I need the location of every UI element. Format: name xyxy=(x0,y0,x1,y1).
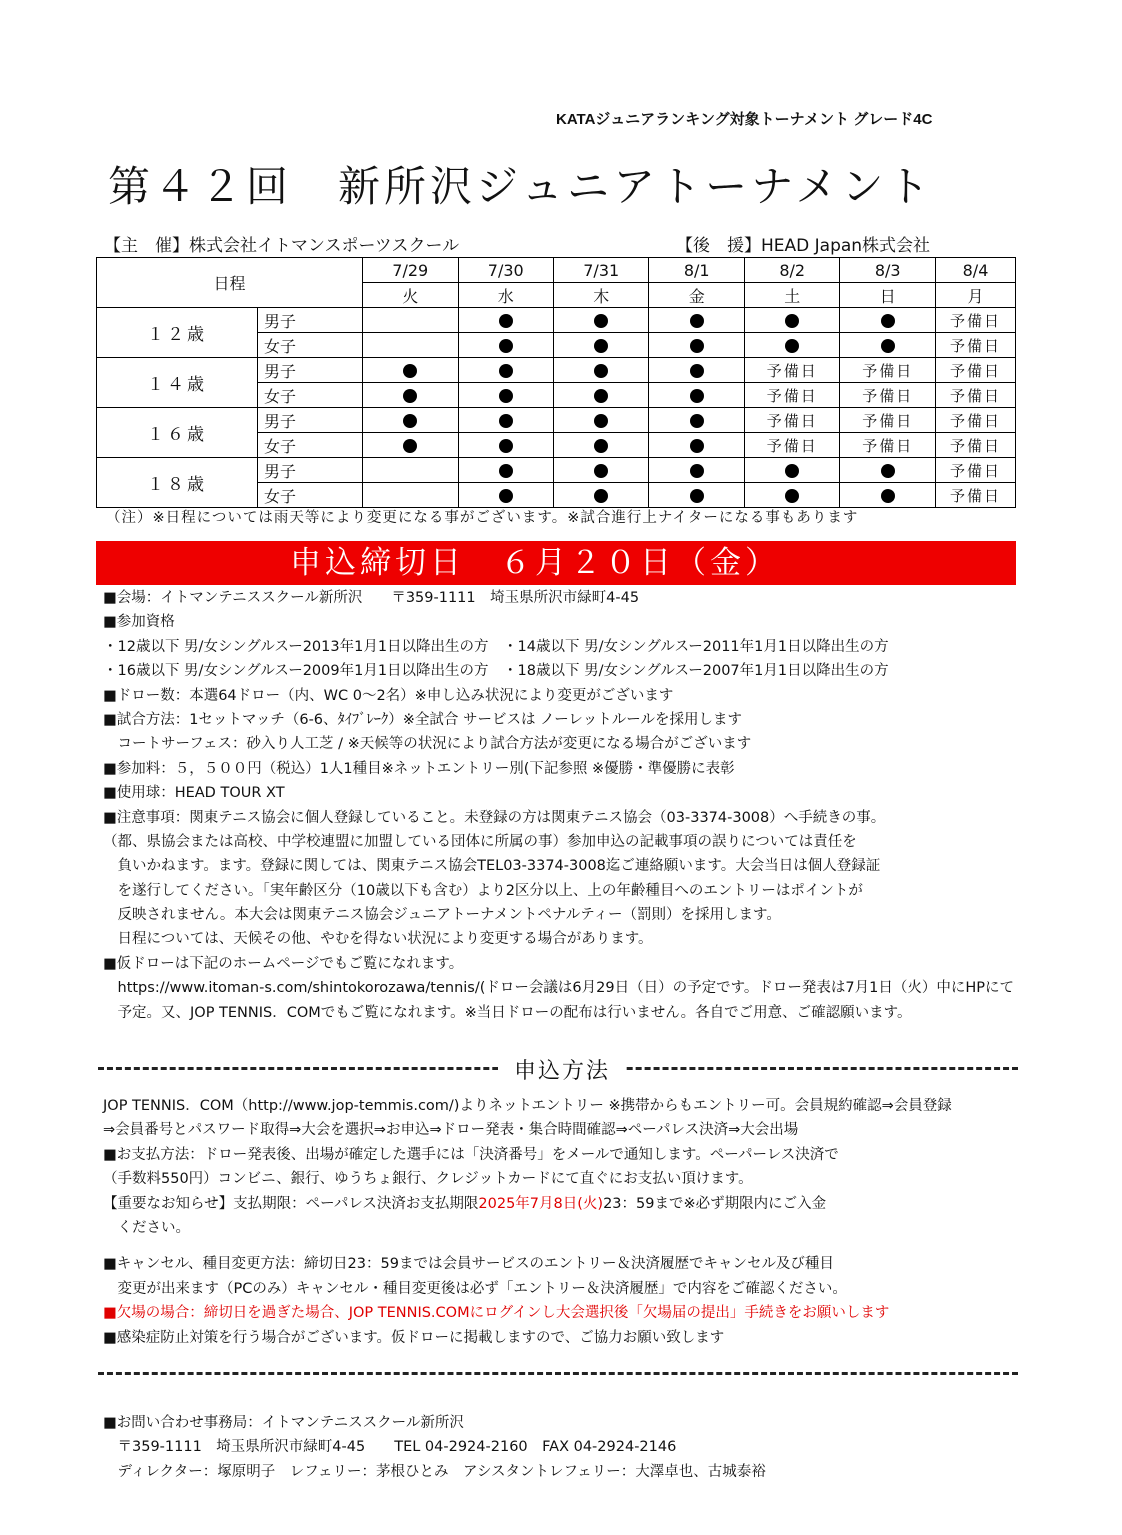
contact-address: 〒359-1111 埼玉県所沢市緑町4-45 TEL 04-2924-2160 FAX 04-2924-2146 xyxy=(103,1439,677,1456)
match-dot-icon xyxy=(403,414,417,428)
detail-line: ■ドロー数：本選64ドロー（内、WC 0～2名）※申し込み状況により変更がございます xyxy=(103,687,674,704)
match-dot-icon xyxy=(594,339,608,353)
match-dot-icon xyxy=(785,489,799,503)
absence-line: ■欠場の場合：締切日を過ぎた場合、JOP TENNIS.COMにログインし大会選択後「欠場届の提出」手続きをお願いします xyxy=(103,1305,890,1322)
schedule-body xyxy=(97,258,1016,508)
match-dot-icon xyxy=(403,364,417,378)
date-cell: 7/29 xyxy=(363,258,458,283)
grade-line: KATAジュニアランキング対象トーナメント グレード4C xyxy=(556,111,933,128)
schedule-date-row xyxy=(97,258,1016,283)
date-cell: 8/1 xyxy=(649,258,744,283)
match-day-cell xyxy=(840,483,936,508)
empty-cell xyxy=(363,308,458,333)
match-day-cell xyxy=(840,333,936,358)
match-day-cell xyxy=(840,458,936,483)
section-divider xyxy=(98,1372,1018,1375)
match-dot-icon xyxy=(690,339,704,353)
match-day-cell xyxy=(649,383,744,408)
reserve-day-cell: 予備日 xyxy=(744,358,839,383)
reserve-day-cell: 予備日 xyxy=(936,308,1016,333)
detail-line: コートサーフェス：砂入り人工芝 / ※天候等の状況により試合方法が変更になる場合がございます xyxy=(103,736,752,753)
age-group-cell: １８歳 xyxy=(97,458,258,508)
match-dot-icon xyxy=(690,364,704,378)
method-section xyxy=(103,1094,1028,1350)
detail-line: 予定。又、JOP TENNIS．COMでもご覧になれます。※当日ドローの配布は行いません。各自でご用意、ご確認願います。 xyxy=(103,1004,912,1021)
match-dot-icon xyxy=(594,439,608,453)
match-dot-icon xyxy=(499,414,513,428)
match-dot-icon xyxy=(690,389,704,403)
weekday-cell: 日 xyxy=(840,283,936,308)
spacer xyxy=(103,1240,1028,1252)
detail-line: を遂行してください。「実年齢区分（10歳以下も含む）より2区分以上、上の年齢種目へのエントリーはポイントが xyxy=(103,882,863,899)
important-prefix: 【重要なお知らせ】支払期限：ペーパレス決済お支払期限 xyxy=(103,1195,479,1212)
age-group-cell: １２歳 xyxy=(97,308,258,358)
schedule-row xyxy=(97,458,1016,483)
reserve-day-cell: 予備日 xyxy=(936,458,1016,483)
cancel-line: 変更が出来ます（PCのみ）キャンセル・種目変更後は必ず「エントリー＆決済履歴」で内容をご確認ください。 xyxy=(103,1280,847,1297)
weekday-cell: 火 xyxy=(363,283,458,308)
reserve-day-cell: 予備日 xyxy=(936,358,1016,383)
match-dot-icon xyxy=(594,464,608,478)
date-cell: 8/3 xyxy=(840,258,936,283)
match-day-cell xyxy=(553,408,648,433)
match-dot-icon xyxy=(594,489,608,503)
match-day-cell xyxy=(649,458,744,483)
method-line: JOP TENNIS．COM（http://www.jop-temmis.com/)よりネットエントリー ※携帯からもエントリー可。会員規約確認⇒会員登録 xyxy=(103,1098,952,1114)
schedule-row xyxy=(97,408,1016,433)
important-notice xyxy=(103,1192,1028,1216)
match-day-cell xyxy=(649,333,744,358)
match-day-cell xyxy=(744,308,839,333)
gender-cell: 女子 xyxy=(258,333,363,358)
detail-line: ・16歳以下 男/女シングルスー2009年1月1日以降出生の方 ・18歳以下 男/女シングルスー2007年1月1日以降出生の方 xyxy=(103,663,889,680)
match-day-cell xyxy=(744,483,839,508)
gender-cell: 女子 xyxy=(258,483,363,508)
method-line: ■お支払方法：ドロー発表後、出場が確定した選手には「決済番号」をメールで通知します。ペーパーレス決済で xyxy=(103,1146,839,1163)
method-line: （手数料550円）コンビニ、銀行、ゆうちょ銀行、クレジットカードにて直ぐにお支払い頂けます。 xyxy=(103,1171,753,1188)
gender-cell: 男子 xyxy=(258,308,363,333)
match-day-cell xyxy=(363,433,458,458)
match-day-cell xyxy=(553,483,648,508)
detail-line: ■使用球：HEAD TOUR XT xyxy=(103,785,285,802)
match-dot-icon xyxy=(690,464,704,478)
match-dot-icon xyxy=(499,464,513,478)
schedule-row xyxy=(97,358,1016,383)
empty-cell xyxy=(363,333,458,358)
weekday-cell: 土 xyxy=(744,283,839,308)
reserve-day-cell: 予備日 xyxy=(936,483,1016,508)
weekday-cell: 月 xyxy=(936,283,1016,308)
support-text: 【後 援】HEAD Japan株式会社 xyxy=(676,236,931,256)
match-day-cell xyxy=(458,408,553,433)
match-dot-icon xyxy=(499,364,513,378)
match-dot-icon xyxy=(499,389,513,403)
match-dot-icon xyxy=(594,364,608,378)
important-notice-cont: ください。 xyxy=(103,1219,190,1236)
match-day-cell xyxy=(744,458,839,483)
important-suffix: 23：59まで※必ず期限内にご入金 xyxy=(603,1195,827,1212)
reserve-day-cell: 予備日 xyxy=(744,433,839,458)
deadline-banner: 申込締切日 ６月２０日（金） xyxy=(96,541,1016,585)
gender-cell: 女子 xyxy=(258,383,363,408)
date-cell: 7/31 xyxy=(553,258,648,283)
age-group-cell: １４歳 xyxy=(97,358,258,408)
detail-line: https://www.itoman-s.com/shintokorozawa/tennis/(ドロー会議は6月29日（日）の予定です。ドロー発表は7月1日（火）中にHPにて xyxy=(103,980,1014,997)
detail-line: ・12歳以下 男/女シングルスー2013年1月1日以降出生の方 ・14歳以下 男/女シングルスー2011年1月1日以降出生の方 xyxy=(103,638,889,655)
age-group-cell: １６歳 xyxy=(97,408,258,458)
gender-cell: 男子 xyxy=(258,408,363,433)
date-cell: 8/2 xyxy=(744,258,839,283)
match-day-cell xyxy=(458,433,553,458)
method-heading: 申込方法 xyxy=(498,1054,626,1085)
date-cell: 7/30 xyxy=(458,258,553,283)
infection-line: ■感染症防止対策を行う場合がございます。仮ドローに掲載しますので、ご協力お願い致します xyxy=(103,1329,725,1346)
method-line: ⇒会員番号とパスワード取得⇒大会を選択⇒お申込⇒ドロー発表・集合時間確認⇒ペーパレス決済⇒大会出場 xyxy=(103,1122,799,1139)
match-day-cell xyxy=(458,358,553,383)
detail-line: 負いかねます。ます。登録に関しては、関東テニス協会TEL03-3374-3008迄ご連絡願います。大会当日は個人登録証 xyxy=(103,858,881,875)
match-day-cell xyxy=(363,408,458,433)
match-dot-icon xyxy=(785,314,799,328)
match-day-cell xyxy=(649,408,744,433)
reserve-day-cell: 予備日 xyxy=(840,358,936,383)
reserve-day-cell: 予備日 xyxy=(936,433,1016,458)
detail-line: ■注意事項：関東テニス協会に個人登録していること。未登録の方は関東テニス協会（03-3374-3008）へ手続きの事。 xyxy=(103,809,886,826)
match-dot-icon xyxy=(403,389,417,403)
match-dot-icon xyxy=(594,314,608,328)
schedule-row xyxy=(97,308,1016,333)
match-day-cell xyxy=(649,358,744,383)
weekday-cell: 木 xyxy=(553,283,648,308)
match-day-cell xyxy=(649,308,744,333)
detail-line: ■試合方法：1セットマッチ（6-6、ﾀｲﾌﾞﾚｰｸ）※全試合 サービスは ノーレットルールを採用します xyxy=(103,711,742,728)
match-day-cell xyxy=(553,458,648,483)
match-dot-icon xyxy=(785,464,799,478)
match-day-cell xyxy=(458,333,553,358)
payment-deadline-date: 2025年7月8日(火) xyxy=(478,1195,604,1212)
gender-cell: 男子 xyxy=(258,358,363,383)
match-dot-icon xyxy=(690,314,704,328)
gender-cell: 女子 xyxy=(258,433,363,458)
match-dot-icon xyxy=(690,439,704,453)
match-day-cell xyxy=(458,383,553,408)
match-day-cell xyxy=(553,433,648,458)
reserve-day-cell: 予備日 xyxy=(936,408,1016,433)
match-day-cell xyxy=(744,333,839,358)
match-day-cell xyxy=(553,308,648,333)
reserve-day-cell: 予備日 xyxy=(840,408,936,433)
match-day-cell xyxy=(553,358,648,383)
match-dot-icon xyxy=(499,439,513,453)
weekday-cell: 金 xyxy=(649,283,744,308)
organizers xyxy=(104,231,984,255)
host-text: 【主 催】株式会社イトマンスポーツスクール xyxy=(104,236,460,256)
match-dot-icon xyxy=(690,414,704,428)
detail-line: ■仮ドローは下記のホームページでもご覧になれます。 xyxy=(103,955,464,972)
match-day-cell xyxy=(840,308,936,333)
match-day-cell xyxy=(458,458,553,483)
gender-cell: 男子 xyxy=(258,458,363,483)
reserve-day-cell: 予備日 xyxy=(936,383,1016,408)
match-day-cell xyxy=(363,383,458,408)
match-day-cell xyxy=(553,383,648,408)
match-day-cell xyxy=(553,333,648,358)
match-dot-icon xyxy=(499,489,513,503)
detail-line: ■参加資格 xyxy=(103,614,175,631)
detail-line: （都、県協会または高校、中学校連盟に加盟している団体に所属の事）参加申込の記載事項の誤りについては責任を xyxy=(103,833,857,850)
detail-line: ■参加料：５，５００円（税込）1人1種目※ネットエントリー別(下記参照 ※優勝・準優勝に表彰 xyxy=(103,760,735,777)
empty-cell xyxy=(363,458,458,483)
match-dot-icon xyxy=(594,389,608,403)
reserve-day-cell: 予備日 xyxy=(744,408,839,433)
match-dot-icon xyxy=(881,464,895,478)
date-cell: 8/4 xyxy=(936,258,1016,283)
match-dot-icon xyxy=(499,314,513,328)
contact-office: ■お問い合わせ事務局：イトマンテニススクール新所沢 xyxy=(103,1415,464,1431)
weekday-cell: 水 xyxy=(458,283,553,308)
match-dot-icon xyxy=(499,339,513,353)
schedule-note: （注）※日程については雨天等により変更になる事がございます。※試合進行上ナイターになる事もあります xyxy=(106,510,859,526)
match-dot-icon xyxy=(881,489,895,503)
reserve-day-cell: 予備日 xyxy=(936,333,1016,358)
contact-section xyxy=(103,1411,1028,1484)
match-dot-icon xyxy=(785,339,799,353)
details-section xyxy=(103,586,1028,1025)
detail-line: 反映されません。本大会は関東テニス協会ジュニアトーナメントペナルティー（罰則）を採用します。 xyxy=(103,907,781,924)
match-dot-icon xyxy=(690,489,704,503)
empty-cell xyxy=(363,483,458,508)
detail-line: ■会場：イトマンテニススクール新所沢 〒359-1111 埼玉県所沢市緑町4-45 xyxy=(103,590,640,606)
contact-staff: ディレクター：塚原明子 レフェリー：茅根ひとみ アシスタントレフェリー：大澤卓也、古城泰裕 xyxy=(103,1463,766,1480)
schedule-label: 日程 xyxy=(97,258,363,308)
schedule-table xyxy=(96,257,1016,508)
match-day-cell xyxy=(458,308,553,333)
match-day-cell xyxy=(649,483,744,508)
match-dot-icon xyxy=(881,339,895,353)
page-title: 第４２回 新所沢ジュニアトーナメント xyxy=(108,162,934,211)
match-dot-icon xyxy=(403,439,417,453)
reserve-day-cell: 予備日 xyxy=(840,383,936,408)
cancel-line: ■キャンセル、種目変更方法：締切日23：59までは会員サービスのエントリー＆決済履歴でキャンセル及び種目 xyxy=(103,1256,834,1273)
reserve-day-cell: 予備日 xyxy=(840,433,936,458)
detail-line: 日程については、天候その他、やむを得ない状況により変更する場合があります。 xyxy=(103,931,653,948)
reserve-day-cell: 予備日 xyxy=(744,383,839,408)
match-dot-icon xyxy=(881,314,895,328)
match-dot-icon xyxy=(594,414,608,428)
match-day-cell xyxy=(363,358,458,383)
match-day-cell xyxy=(649,433,744,458)
match-day-cell xyxy=(458,483,553,508)
